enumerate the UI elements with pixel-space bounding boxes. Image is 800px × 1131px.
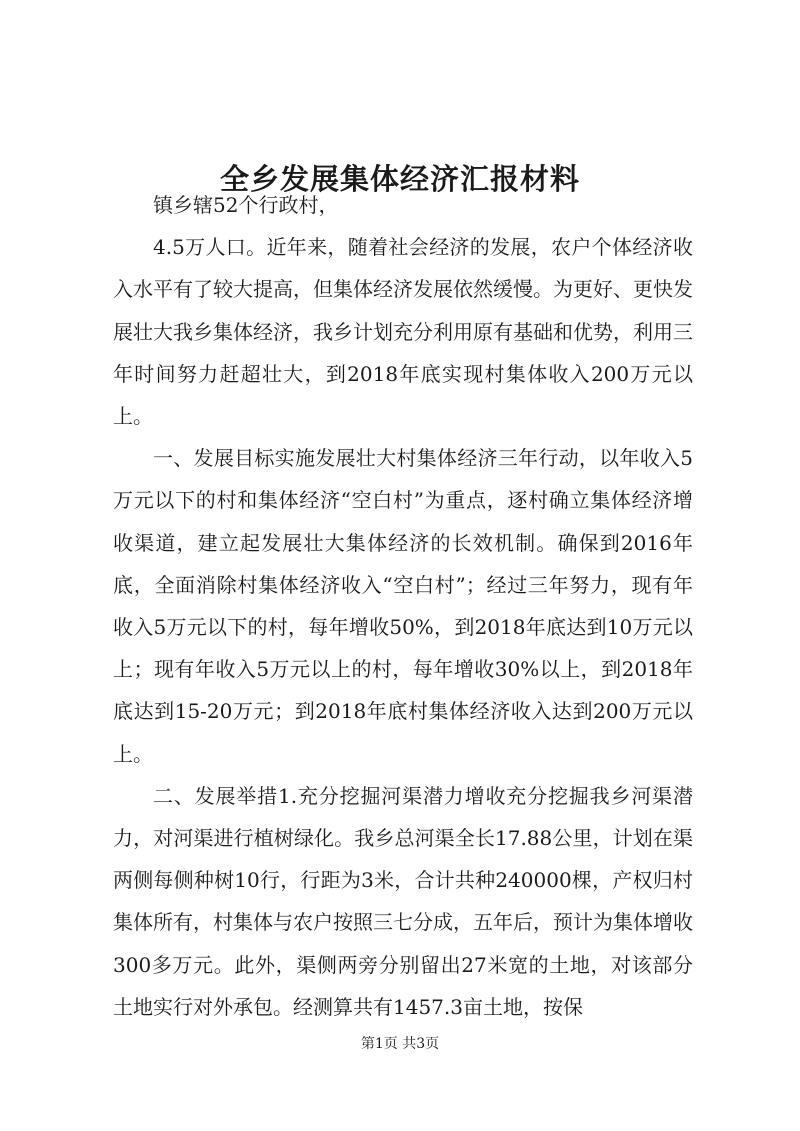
paragraph-goals: 一、发展目标实施发展壮大村集体经济三年行动，以年收入5万元以下的村和集体经济“空白村”为重点，逐村确立集体经济增收渠道，建立起发展壮大集体经济的长效机制。确保到2016年底，全面消除村集体经济收入“空白村”；经过三年努力，现有年收入5万元以下的村，每年增收50%，到2018年底达到10万元以上；现有年收入5万元以上的村，每年增收30%以上，到2018年底达到15-20万元；到2018年底村集体经济收入达到200万元以上。 (113, 446, 693, 766)
document-body (113, 184, 693, 1028)
paragraph-background: 4.5万人口。近年来，随着社会经济的发展，农户个体经济收入水平有了较大提高，但集体经济发展依然缓慢。为更好、更快发展壮大我乡集体经济，我乡计划充分利用原有基础和优势，利用三年时间努力赶超壮大，到2018年底实现村集体收入200万元以上。 (113, 235, 693, 429)
page-footer (0, 1034, 800, 1054)
paragraph-measures: 二、发展举措1.充分挖掘河渠潜力增收充分挖掘我乡河渠潜力，对河渠进行植树绿化。我乡总河渠全长17.88公里，计划在渠两侧每侧种树10行，行距为3米，合计共种240000棵，产权归村集体所有，村集体与农户按照三七分成，五年后，预计为集体增收300多万元。此外，渠侧两旁分别留出27米宽的土地，对该部分土地实行对外承包。经测算共有1457.3亩土地，按保 (113, 783, 693, 1019)
page-indicator: 第1页 共3页 (360, 1036, 440, 1052)
document-title: 全乡发展集体经济汇报材料 (219, 162, 580, 197)
paragraph-intro: 镇乡辖52个行政村， (153, 193, 339, 217)
